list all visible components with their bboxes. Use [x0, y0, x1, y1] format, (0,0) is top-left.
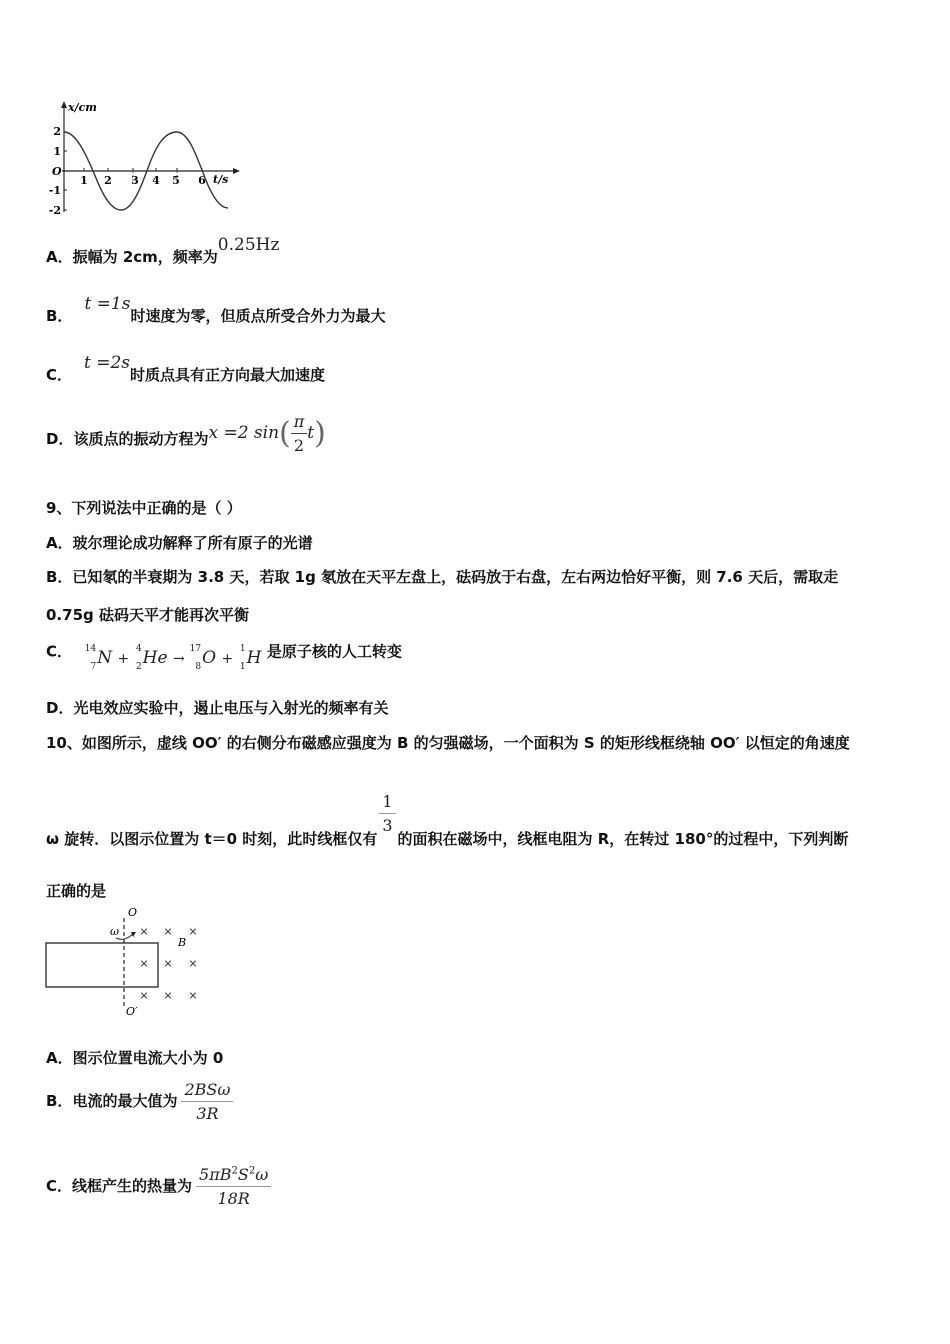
q9-option-a[interactable]: A．玻尔理论成功解释了所有原子的光谱 — [46, 534, 313, 552]
field-cross: × — [139, 925, 149, 938]
one-third-fraction: $\frac{1}{3}$ — [379, 792, 395, 835]
field-cross: × — [188, 957, 198, 970]
x-tick-label: 3 — [131, 174, 139, 187]
q8-option-d-math: x =2 sin( $\frac{\pi}{2}$ t) — [208, 412, 326, 455]
field-cross: × — [188, 925, 198, 938]
x-tick-label: 4 — [152, 174, 160, 187]
q8-option-d-label: D． — [46, 430, 74, 448]
q8-option-b-text: 时速度为零，但质点所受合外力为最大 — [130, 307, 386, 325]
q8-option-c-text: 时质点具有正方向最大加速度 — [130, 366, 326, 384]
label-o-prime: O′ — [126, 1005, 138, 1018]
label-b: B — [178, 936, 187, 949]
y-tick-label: 1 — [53, 145, 61, 158]
q8-option-c[interactable] — [46, 353, 326, 385]
label-omega: ω — [110, 925, 119, 938]
q8-option-b-label: B． — [46, 307, 73, 325]
q9-option-c-label: C． — [46, 642, 73, 661]
y-tick-label: -1 — [48, 184, 61, 197]
q10-option-a[interactable]: A．图示位置电流大小为 0 — [46, 1049, 224, 1067]
field-cross: × — [188, 989, 198, 1002]
y-axis-label: x/cm — [68, 101, 97, 114]
q8-option-b[interactable] — [46, 294, 386, 326]
q9-option-b-line2[interactable]: 0.75g 砝码天平才能再次平衡 — [46, 606, 249, 624]
x-axis-arrow — [61, 101, 67, 108]
q8-option-a[interactable] — [46, 235, 280, 267]
x-axis-label: t/s — [213, 173, 229, 186]
field-cross: × — [163, 989, 173, 1002]
x-tick-label: 6 — [198, 174, 206, 187]
q8-option-c-math: t =2s — [84, 353, 131, 373]
q8-option-d-text: 该质点的振动方程为 — [73, 430, 209, 448]
q8-option-a-label: A． — [46, 248, 73, 266]
y-tick-label: -2 — [48, 204, 61, 217]
field-cross: × — [163, 925, 173, 938]
field-cross: × — [139, 957, 149, 970]
q8-option-d-fraction: $\frac{\pi}{2}$ — [291, 412, 308, 455]
q10-option-b[interactable]: B．电流的最大值为 $\frac{\text{2BSω}}{3R}$ — [46, 1080, 233, 1123]
nuclear-equation: 14 7 N + 4 2 He → 17 8 O + 1 1 H — [84, 644, 262, 672]
field-cross: × — [163, 957, 173, 970]
field-cross: × — [139, 989, 149, 1002]
q10-option-c-fraction: $\frac{5\pi B^2S^2\omega}{18R}$ — [196, 1165, 271, 1208]
x-tick-label: 5 — [172, 174, 180, 187]
q10-stem-line3: 正确的是 — [46, 882, 107, 900]
q9-option-b-line1[interactable]: B．已知氡的半衰期为 3.8 天，若取 1g 氡放在天平左盘上，砝码放于右盘，左右两边恰好平衡，则 7.6 天后，需取走 — [46, 568, 839, 586]
q9-stem: 9、下列说法中正确的是（ ） — [46, 499, 242, 517]
q8-option-a-math: 0.25Hz — [217, 235, 280, 255]
q9-option-c-text: 是原子核的人工转变 — [266, 642, 402, 661]
q10-option-c[interactable]: C．线框产生的热量为 $\frac{5\pi B^2S^2\omega}{18R}$ — [46, 1165, 271, 1208]
rotating-coil-figure — [40, 904, 210, 1019]
q10-option-b-fraction: $\frac{\text{2BSω}}{3R}$ — [181, 1080, 233, 1123]
q10-stem-line1: 10、如图所示，虚线 OO′ 的右侧分布磁感应强度为 B 的匀强磁场，一个面积为 S 的矩形线框绕轴 OO′ 以恒定的角速度 — [46, 734, 850, 752]
displacement-time-graph — [40, 98, 245, 218]
x-tick-label: 1 — [80, 174, 88, 187]
y-tick-label: 2 — [53, 125, 61, 138]
q10-stem-line2: ω 旋转．以图示位置为 t＝0 时刻，此时线框仅有 $\frac{1}{3}$ 的面积在磁场中，线框电阻为 R，在转过 180°的过程中，下列判断 — [46, 792, 849, 848]
origin-label: O — [52, 165, 62, 178]
q8-option-b-math: t =1s — [84, 294, 131, 314]
q8-option-d[interactable] — [46, 412, 326, 461]
t-axis-arrow — [233, 168, 240, 174]
x-tick-label: 2 — [104, 174, 112, 187]
q8-option-c-label: C． — [46, 366, 73, 384]
label-o: O — [128, 906, 138, 919]
q9-option-d[interactable]: D．光电效应实验中，遏止电压与入射光的频率有关 — [46, 699, 389, 717]
q9-option-c[interactable] — [46, 640, 402, 672]
q8-option-a-text: 振幅为 2cm，频率为 — [72, 248, 218, 266]
